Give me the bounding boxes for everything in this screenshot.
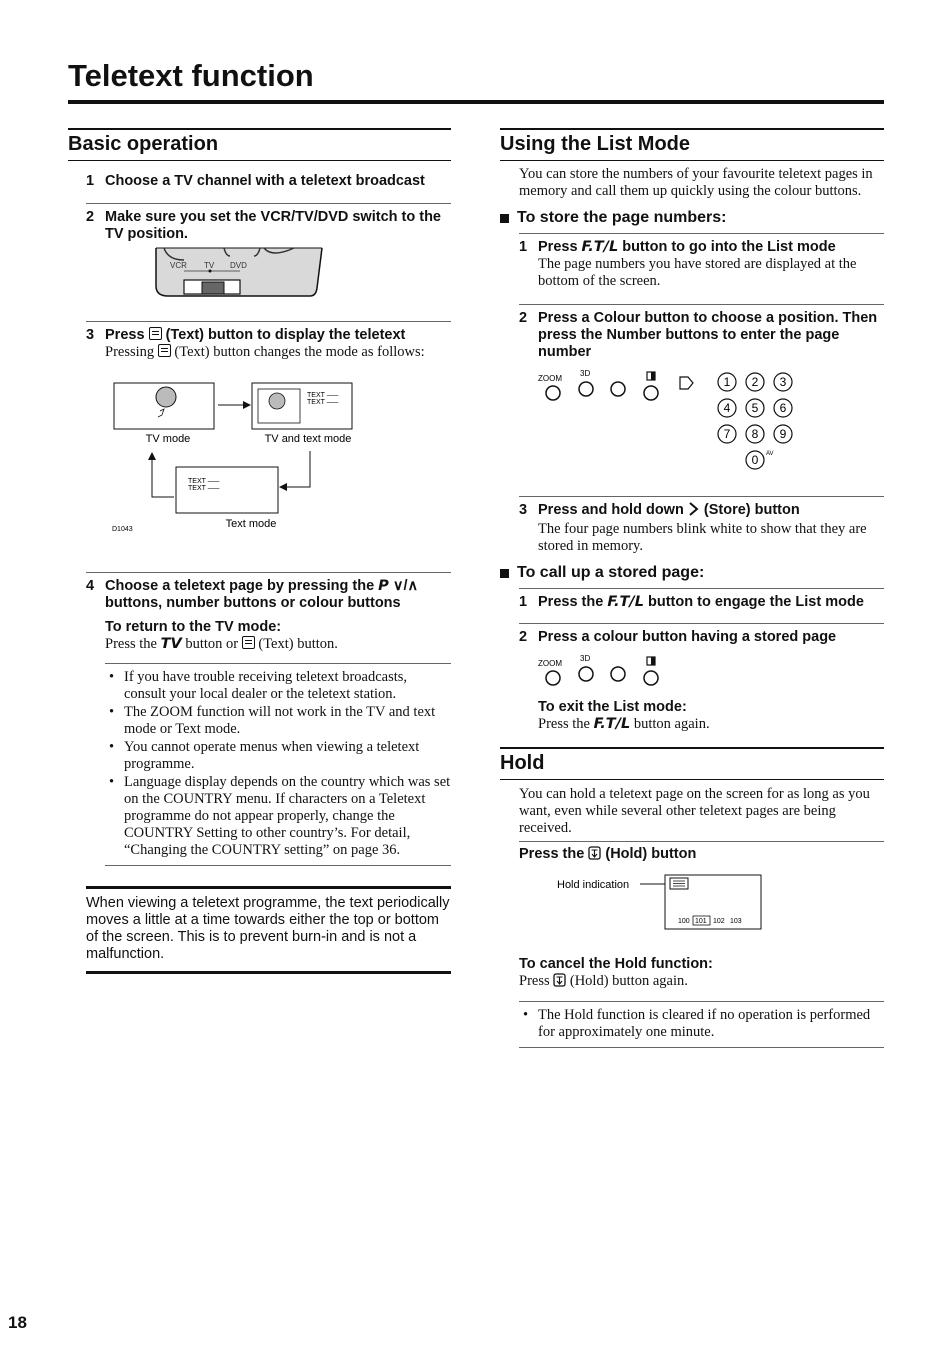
av-label: AV bbox=[766, 451, 774, 457]
digit-key-0: 0 bbox=[751, 453, 759, 467]
colour-button-blue bbox=[644, 671, 658, 685]
notes-block bbox=[105, 663, 451, 866]
hold-press-step bbox=[519, 846, 884, 865]
diagram-code: D1043 bbox=[112, 526, 133, 533]
zoom-label: ZOOM bbox=[538, 659, 562, 668]
tv-and-text-mode-label: TV and text mode bbox=[264, 433, 352, 445]
step-text: Press a Colour button to choose a position. Then press the Number buttons to enter the page number bbox=[538, 310, 878, 360]
cancel-post: (Hold) button again. bbox=[569, 973, 688, 989]
store-step-3-desc: The four page numbers blink white to show that they are stored in memory. bbox=[538, 521, 867, 554]
notes-list bbox=[105, 669, 451, 859]
page-num-101: 101 bbox=[695, 918, 707, 925]
tv-text-line-2: TEXT ––– bbox=[307, 399, 339, 406]
colour-buttons-illustration bbox=[538, 654, 884, 693]
store-step-3 bbox=[519, 502, 884, 521]
basic-step-4 bbox=[86, 578, 451, 612]
step-number: 4 bbox=[86, 578, 95, 594]
store-step-2-block bbox=[519, 304, 884, 482]
basic-step-3-block bbox=[86, 321, 451, 556]
digit-key-1: 1 bbox=[723, 375, 731, 389]
hold-note-list bbox=[519, 1007, 884, 1041]
colour-button-red bbox=[546, 386, 560, 400]
basic-step-2 bbox=[86, 209, 451, 243]
return-tv-heading: To return to the TV mode: bbox=[105, 619, 282, 635]
store-step-1 bbox=[519, 239, 884, 256]
basic-step-4-block bbox=[86, 572, 451, 653]
page-num-103: 103 bbox=[730, 918, 742, 925]
square-bullet-icon bbox=[500, 569, 509, 578]
title-rule bbox=[68, 100, 884, 104]
step-number: 2 bbox=[86, 209, 95, 225]
recall-step-1-block bbox=[519, 588, 884, 611]
exit-post: button again. bbox=[633, 716, 710, 732]
step-pre: Press and hold down bbox=[538, 502, 684, 518]
hold-press-post: (Hold) button bbox=[605, 846, 697, 862]
return-post: (Text) button. bbox=[258, 636, 338, 652]
colour-button-green bbox=[579, 667, 593, 681]
ftl-button-logo: F.T/L bbox=[607, 594, 644, 610]
recall-step-2-block bbox=[519, 623, 884, 733]
text-mode-line-1: TEXT ––– bbox=[188, 478, 220, 485]
exit-list-heading: To exit the List mode: bbox=[538, 699, 687, 715]
p-button-logo: P bbox=[378, 578, 389, 594]
digit-key-4: 4 bbox=[723, 401, 731, 415]
hold-heading: Hold bbox=[500, 747, 884, 780]
store-heading-text: To store the page numbers: bbox=[517, 209, 727, 226]
burn-in-notice: When viewing a teletext programme, the text periodically moves a little at a time towards either the top or bottom of the screen. This is to prevent burn-in and is not a malfunction. bbox=[86, 886, 451, 974]
digit-key-8: 8 bbox=[751, 427, 759, 441]
basic-step-1 bbox=[86, 173, 451, 190]
store-arrow-icon bbox=[688, 502, 700, 521]
switch-label-dvd: DVD bbox=[230, 261, 247, 270]
digit-key-5: 5 bbox=[751, 401, 759, 415]
step-text: (Text) button to display the teletext bbox=[165, 327, 406, 343]
recall-heading-text: To call up a stored page: bbox=[517, 564, 705, 581]
digit-key-9: 9 bbox=[779, 427, 787, 441]
page-number: 18 bbox=[8, 1313, 27, 1332]
tv-text-line-1: TEXT ––– bbox=[307, 392, 339, 399]
return-tv-block bbox=[105, 619, 451, 653]
teletext-mode-diagram bbox=[94, 371, 451, 556]
step-text: button to go into the List mode bbox=[622, 239, 836, 255]
list-mode-intro: You can store the numbers of your favourite teletext pages in memory and call them up quickly using the colour buttons. bbox=[519, 166, 873, 199]
step-number: 1 bbox=[86, 173, 95, 189]
desc-text: (Text) button changes the mode as follows: bbox=[174, 344, 425, 360]
step-number: 3 bbox=[86, 327, 95, 343]
text-mode-line-2: TEXT ––– bbox=[188, 485, 220, 492]
text-mode-label: Text mode bbox=[225, 518, 277, 530]
step-text-b: buttons, number buttons or colour buttons bbox=[105, 595, 401, 611]
hold-button-icon bbox=[553, 973, 566, 992]
text-button-icon bbox=[158, 344, 171, 357]
note-item: • The Hold function is cleared if no operation is performed for approximately one minute. bbox=[519, 1007, 884, 1041]
note-item: • If you have trouble receiving teletext broadcasts, consult your local dealer or the teletext station. bbox=[105, 669, 451, 703]
remote-buttons-illustration bbox=[538, 369, 884, 482]
zoom-label: ZOOM bbox=[538, 374, 562, 383]
digit-key-6: 6 bbox=[779, 401, 787, 415]
colour-button-yellow bbox=[611, 667, 625, 681]
note-item: • You cannot operate menus when viewing a teletext programme. bbox=[105, 739, 451, 773]
exit-list-text bbox=[538, 716, 884, 733]
page-title: Teletext function bbox=[68, 58, 314, 93]
step-pre: Press bbox=[538, 239, 578, 255]
page-num-100: 100 bbox=[678, 918, 690, 925]
ftl-button-logo: F.T/L bbox=[581, 239, 619, 255]
list-mode-heading: Using the List Mode bbox=[500, 128, 884, 161]
step-number: 1 bbox=[519, 594, 528, 610]
return-tv-text bbox=[105, 636, 451, 653]
basic-step-2-block bbox=[86, 203, 451, 307]
colour-button-blue bbox=[644, 386, 658, 400]
exit-list-block bbox=[538, 699, 884, 733]
hold-press-pre: Press the bbox=[519, 846, 585, 862]
cancel-hold-text bbox=[519, 973, 884, 992]
store-step-1-block bbox=[519, 233, 884, 290]
return-pre: Press the bbox=[105, 636, 157, 652]
step-3-description bbox=[105, 344, 451, 361]
basic-operation-heading: Basic operation bbox=[68, 128, 451, 161]
digit-key-7: 7 bbox=[723, 427, 731, 441]
switch-label-tv: TV bbox=[204, 261, 215, 270]
store-heading bbox=[500, 209, 884, 227]
step-number: 2 bbox=[519, 629, 528, 645]
step-post: (Store) button bbox=[703, 502, 800, 518]
step-text: button to engage the List mode bbox=[648, 594, 864, 610]
store-step-3-block bbox=[519, 496, 884, 555]
step-text: Choose a TV channel with a teletext broadcast bbox=[105, 173, 425, 189]
3d-label: 3D bbox=[580, 654, 591, 663]
cancel-hold-block bbox=[519, 956, 884, 992]
switch-label-vcr: VCR bbox=[170, 261, 187, 270]
hold-indication-label: Hold indication bbox=[557, 879, 630, 891]
number-keypad bbox=[718, 373, 792, 469]
step-text: Make sure you set the VCR/TV/DVD switch to the TV position. bbox=[105, 209, 441, 242]
p-arrows: ∨/∧ bbox=[392, 578, 419, 594]
basic-step-3 bbox=[86, 327, 451, 344]
step-text: Press a colour button having a stored page bbox=[538, 629, 837, 645]
hold-note-block bbox=[519, 1001, 884, 1048]
text-button-icon bbox=[242, 636, 255, 649]
return-mid: button or bbox=[185, 636, 239, 652]
store-step-2 bbox=[519, 310, 884, 361]
digit-key-2: 2 bbox=[751, 375, 759, 389]
store-step-1-desc: The page numbers you have stored are displayed at the bottom of the screen. bbox=[538, 256, 857, 289]
colour-button-red bbox=[546, 671, 560, 685]
basic-operation-section bbox=[68, 128, 451, 974]
recall-step-1 bbox=[519, 594, 884, 611]
digit-key-3: 3 bbox=[779, 375, 787, 389]
recall-step-2 bbox=[519, 629, 884, 646]
step-pre: Press the bbox=[538, 594, 604, 610]
cancel-pre: Press bbox=[519, 973, 550, 989]
colour-button-yellow bbox=[611, 382, 625, 396]
3d-label: 3D bbox=[580, 369, 591, 378]
hold-indication-illustration bbox=[539, 873, 884, 938]
note-item: • The ZOOM function will not work in the TV and text mode or Text mode. bbox=[105, 704, 451, 738]
step-text-pre: Press bbox=[105, 327, 145, 343]
recall-heading bbox=[500, 564, 884, 582]
exit-pre: Press the bbox=[538, 716, 590, 732]
step-number: 3 bbox=[519, 502, 528, 518]
tv-mode-label: TV mode bbox=[145, 433, 191, 445]
desc-pre: Pressing bbox=[105, 344, 155, 360]
hold-button-icon bbox=[588, 846, 601, 865]
note-item: • Language display depends on the country which was set on the COUNTRY menu. If characters on a Teletext programme do not appear properly, change the COUNTRY Setting to other country’s. For detail, “Changing the COUNTRY setting” on page 36. bbox=[105, 774, 451, 859]
step-text-a: Choose a teletext page by pressing the bbox=[105, 578, 375, 594]
hold-intro: You can hold a teletext page on the screen for as long as you want, even while several other teletext pages are being received. bbox=[519, 786, 870, 836]
square-bullet-icon bbox=[500, 214, 509, 223]
cancel-hold-heading: To cancel the Hold function: bbox=[519, 956, 713, 972]
step-number: 1 bbox=[519, 239, 528, 255]
colour-button-green bbox=[579, 382, 593, 396]
page-num-102: 102 bbox=[713, 918, 725, 925]
tv-button-logo: TV bbox=[160, 636, 182, 652]
text-button-icon bbox=[149, 327, 162, 340]
ftl-button-logo: F.T/L bbox=[593, 716, 631, 732]
list-mode-section bbox=[500, 128, 884, 1048]
step-number: 2 bbox=[519, 310, 528, 326]
vcr-tv-dvd-switch-illustration bbox=[154, 246, 451, 307]
